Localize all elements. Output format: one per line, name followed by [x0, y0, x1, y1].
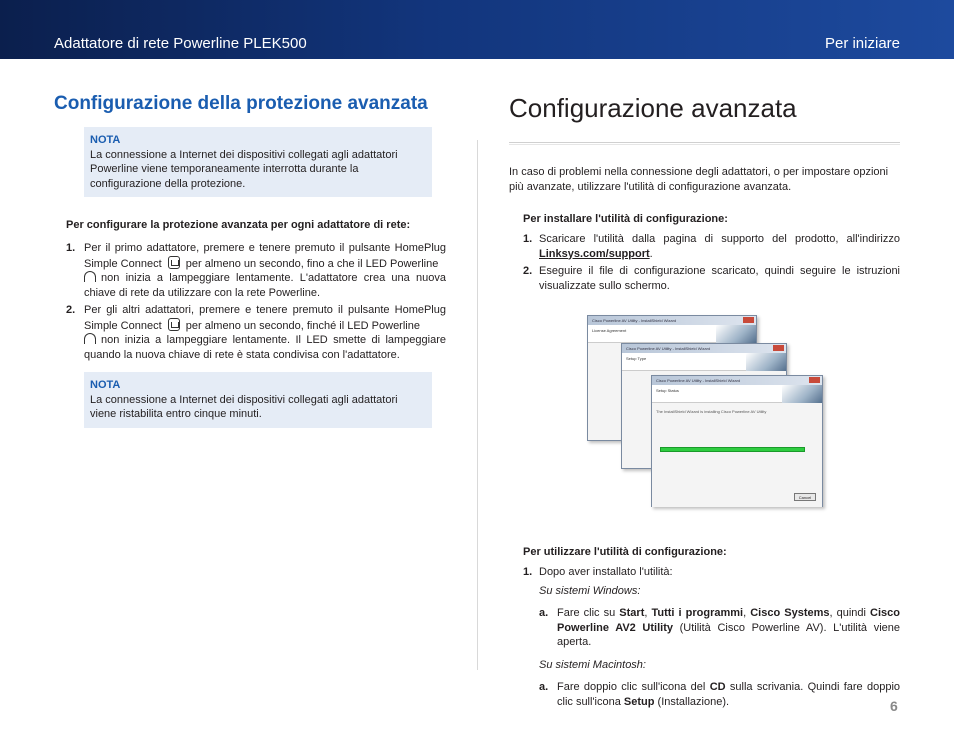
step-number: 2.: [66, 304, 76, 316]
step-letter: a.: [539, 607, 549, 619]
intro-text: In caso di problemi nella connessione degli adattatori, o per impostare opzioni più avanzate, utilizzare l'utilità di configurazione avanzata.: [509, 166, 889, 193]
window-titlebar: [652, 376, 822, 385]
window-title: Cisco Powerline AV Utility - InstallShield Wizard: [592, 318, 677, 323]
note-label: NOTA: [90, 134, 121, 146]
close-icon: [743, 317, 754, 323]
document-title: Adattatore di rete Powerline PLEK500: [54, 35, 307, 52]
window-header-text: Setup Type: [626, 356, 647, 361]
step-text: per almeno un secondo, finché il LED Powerline: [185, 319, 420, 332]
mac-step: [539, 680, 900, 709]
installer-screenshots: [587, 315, 900, 520]
menu-all-programs: Tutti i programmi: [651, 607, 744, 619]
homeplug-button-icon: [168, 318, 180, 331]
step-number: 1.: [66, 242, 76, 254]
use-steps: [509, 565, 900, 580]
menu-cisco-systems: Cisco Systems: [750, 607, 830, 619]
close-icon: [773, 345, 784, 351]
step-text: (Utilità Cisco Powerline AV). L'utilità viene aperta.: [557, 621, 900, 648]
window-title: Cisco Powerline AV Utility - InstallShield Wizard: [626, 346, 711, 351]
powerline-led-icon: [84, 333, 96, 344]
note-box: [84, 127, 432, 197]
installer-window-setup-status: [651, 375, 823, 507]
column-divider: [477, 140, 478, 670]
install-lead: Per installare l'utilità di configurazione:: [523, 213, 728, 225]
homeplug-button-icon: [168, 256, 180, 269]
window-header: [652, 385, 822, 403]
note-text: La connessione a Internet dei dispositivi collegati agli adattatori viene ristabilita entro cinque minuti.: [90, 393, 398, 420]
step-text: Scaricare l'utilità dalla pagina di supporto del prodotto, all'indirizzo: [539, 233, 900, 245]
list-item: [509, 264, 900, 293]
step-number: 1.: [523, 566, 533, 578]
step-text: (Installazione).: [654, 695, 730, 708]
section-heading: Configurazione della protezione avanzata: [54, 93, 428, 114]
note-text: La connessione a Internet dei dispositivi collegati agli adattatori Powerline viene temporaneamente interrotta durante la configurazione della protezione.: [90, 148, 398, 190]
page-header: [0, 0, 954, 59]
section-title: Per iniziare: [824, 35, 900, 52]
step-text: , quindi: [829, 607, 871, 619]
window-titlebar: [622, 344, 786, 353]
cd-label: CD: [709, 681, 726, 693]
windows-step: [539, 606, 900, 650]
note-label: NOTA: [90, 379, 121, 391]
step-text: non inizia a lampeggiare lentamente. Il LED smette di lampeggiare quando la nuova chiave di rete è stata condivisa con l'adattatore.: [84, 334, 446, 361]
step-number: 2.: [523, 265, 533, 277]
heading-rule: [509, 142, 900, 145]
window-header: [622, 353, 786, 371]
install-steps: [509, 232, 900, 293]
install-progress-bar: [660, 447, 805, 452]
step-text: sulla scrivania. Quindi fare doppio clic sull'icona: [557, 681, 900, 708]
window-header: [588, 325, 756, 343]
close-icon: [809, 377, 820, 383]
step-text: Fare clic su: [557, 607, 620, 619]
step-text: .: [649, 247, 653, 260]
list-item: [509, 565, 900, 580]
menu-start: Start: [619, 607, 645, 619]
left-column: [54, 92, 446, 428]
step-text: Eseguire il file di configurazione scaricato, quindi seguire le istruzioni visualizzate sullo schermo.: [539, 265, 900, 292]
windows-label: Su sistemi Windows:: [539, 584, 641, 597]
installshield-graphic: [782, 385, 822, 403]
installshield-graphic: [716, 325, 756, 343]
step-text: Per il primo adattatore, premere e tenere premuto il pulsante HomePlug Simple Connect: [84, 242, 446, 270]
list-item: [54, 241, 446, 300]
procedure-lead: Per configurare la protezione avanzata per ogni adattatore di rete:: [66, 219, 411, 231]
window-header-text: License Agreement: [592, 328, 627, 333]
support-link[interactable]: Linksys.com/support: [539, 247, 650, 260]
step-letter: a.: [539, 681, 549, 693]
mac-label: Su sistemi Macintosh:: [539, 658, 646, 671]
window-titlebar: [588, 316, 756, 325]
menu-utility: Cisco Powerline AV2 Utility: [557, 607, 900, 634]
cancel-button[interactable]: Cancel: [794, 493, 816, 501]
step-text: Per gli altri adattatori, premere e tenere premuto il pulsante HomePlug Simple Connect: [84, 304, 446, 332]
window-title: Cisco Powerline AV Utility - InstallShield Wizard: [656, 378, 741, 383]
page-title: Configurazione avanzata: [509, 93, 797, 123]
step-text: per almeno un secondo, fino a che il LED Powerline: [185, 257, 439, 270]
step-text: Dopo aver installato l'utilità:: [539, 566, 673, 578]
list-item: [509, 232, 900, 261]
window-header-text: Setup Status: [656, 388, 679, 393]
step-text: ,: [644, 607, 652, 619]
step-text: ,: [743, 607, 751, 619]
page-number: 6: [890, 698, 898, 714]
status-message: The InstallShield Wizard is installing Cisco Powerline AV Utility: [656, 409, 767, 414]
list-item: [54, 303, 446, 362]
window-body: [652, 403, 822, 507]
step-number: 1.: [523, 233, 533, 245]
step-text: non inizia a lampeggiare lentamente. L'adattatore crea una nuova chiave di rete da utilizzare con la rete Powerline.: [84, 272, 446, 299]
note-box: [84, 372, 432, 428]
installshield-graphic: [746, 353, 786, 371]
powerline-led-icon: [84, 271, 96, 282]
step-text: Fare doppio clic sull'icona del: [557, 681, 710, 693]
procedure-steps: [54, 241, 446, 362]
use-lead: Per utilizzare l'utilità di configurazione:: [523, 546, 727, 558]
right-column: [509, 92, 900, 709]
setup-label: Setup: [623, 695, 655, 708]
